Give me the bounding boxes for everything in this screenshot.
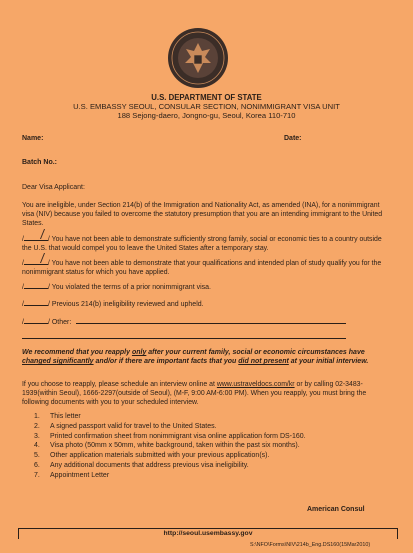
reason-study bbox=[22, 257, 390, 277]
list-item: 3. Printed confirmation sheet from nonimmigrant visa online application form DS-160. bbox=[34, 432, 306, 440]
reason-ties-text: You have not been able to demonstrate sufficiently strong family, social or economic ties to a country outside the U.S. that would compel you to leave the United States after a temporary stay. bbox=[22, 236, 382, 252]
list-item: 2. A signed passport valid for travel to the United States. bbox=[34, 422, 217, 430]
ustraveldocs-link[interactable]: www.ustraveldocs.com/kr bbox=[216, 381, 295, 388]
batch-label: Batch No.: bbox=[22, 159, 57, 166]
embassy-seal-icon bbox=[167, 27, 229, 89]
reason-previous bbox=[22, 298, 204, 309]
reason-ties bbox=[22, 233, 390, 253]
date-label: Date: bbox=[284, 135, 302, 142]
list-item: 5. Other application materials submitted with your previous application(s). bbox=[34, 452, 270, 460]
recommendation: We recommend that you reapply only after your current family, social or economic circumstances have changed significantly and/or if there are important facts that you did not present at your initial interview. bbox=[22, 349, 369, 365]
required-documents-list bbox=[34, 412, 306, 481]
list-item: 7. Appointment Letter bbox=[34, 471, 110, 479]
name-label: Name: bbox=[22, 135, 44, 142]
reason-previous-text: Previous 214(b) ineligibility reviewed and upheld. bbox=[51, 301, 204, 308]
reason-study-checkbox[interactable]: / / bbox=[22, 260, 52, 267]
reason-ties-checkbox[interactable]: / / bbox=[22, 236, 52, 243]
reason-violation bbox=[22, 281, 211, 292]
department-title: U.S. DEPARTMENT OF STATE bbox=[151, 93, 262, 102]
form-code: S:\NFO\Forms\NIV\214b_Eng.DS160(15Mar2010) bbox=[250, 542, 371, 548]
reason-violation-checkbox[interactable]: / / bbox=[22, 284, 52, 291]
list-item: 6. Any additional documents that address previous visa ineligibility. bbox=[34, 461, 249, 469]
embassy-website-link[interactable]: http://seoul.usembassy.gov bbox=[18, 528, 398, 539]
embassy-address: 188 Sejong-daero, Jongno-gu, Seoul, Korea 110-710 bbox=[117, 111, 296, 120]
reason-study-text: You have not been able to demonstrate that your qualifications and intended plan of study qualify you for the nonimmigrant status for which you have applied. bbox=[22, 260, 382, 276]
list-item: 1. This letter bbox=[34, 413, 81, 420]
reason-previous-checkbox[interactable]: / / bbox=[22, 301, 52, 308]
reapply-paragraph: If you choose to reapply, please schedule an interview online at www.ustraveldocs.com/kr or by calling 02-3483-1939(within Seoul), 1666-2297(outside of Seoul), (M-F, 9:00 AM-6:00 PM). When you reapply, you must bring the following documents with you to your scheduled interview. bbox=[22, 381, 367, 406]
other-line-1[interactable] bbox=[76, 323, 346, 324]
reason-other-checkbox[interactable]: / / bbox=[22, 319, 52, 326]
reason-violation-text: You violated the terms of a prior nonimmigrant visa. bbox=[51, 284, 211, 291]
intro-paragraph: You are ineligible, under Section 214(b) of the Immigration and Nationality Act, as amended (INA), for a nonimmigrant visa (NIV) because you failed to overcome the statutory presumption that you are an intending immigrant to the United States. bbox=[22, 202, 383, 227]
list-item: 4. Visa photo (50mm x 50mm, white background, taken within the past six months). bbox=[34, 442, 300, 450]
reason-other bbox=[22, 316, 71, 327]
embassy-title: U.S. EMBASSY SEOUL, CONSULAR SECTION, NONIMMIGRANT VISA UNIT bbox=[73, 102, 340, 111]
other-line-2[interactable] bbox=[22, 338, 346, 339]
greeting: Dear Visa Applicant: bbox=[22, 184, 85, 191]
signature: American Consul bbox=[307, 506, 365, 513]
reason-other-text: Other: bbox=[51, 319, 72, 326]
